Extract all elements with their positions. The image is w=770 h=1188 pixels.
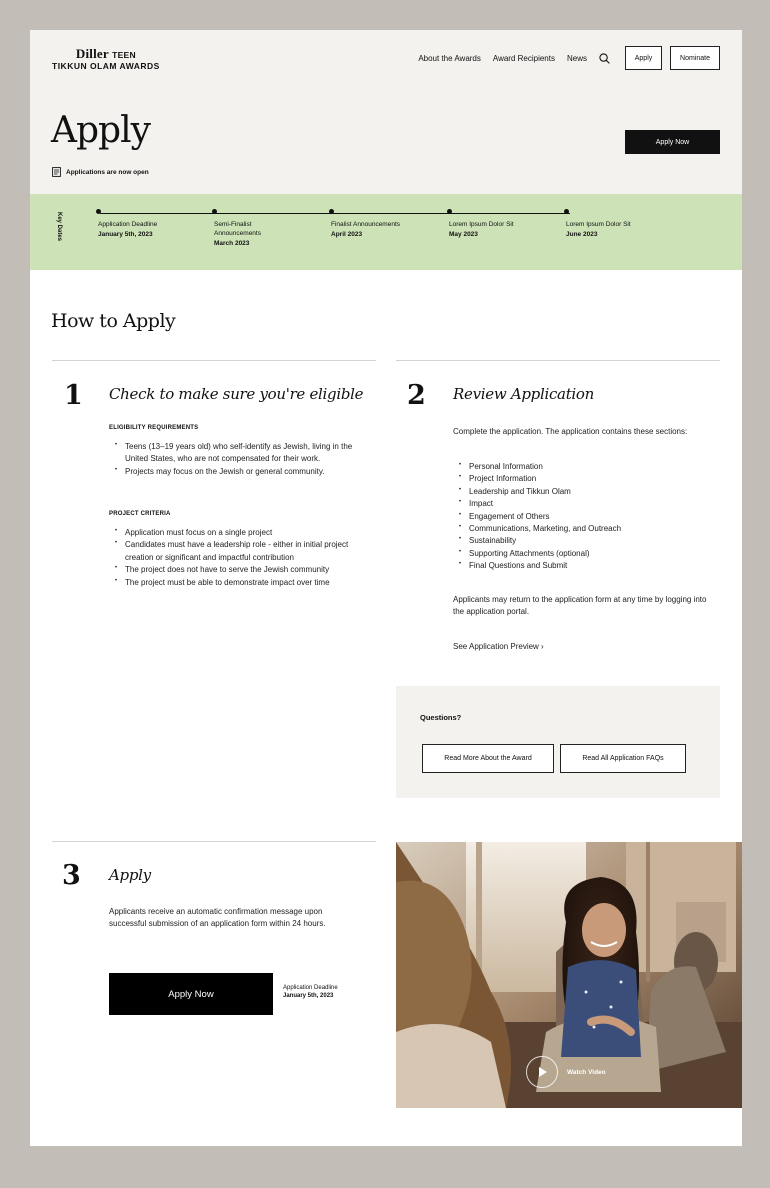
sections-list bbox=[459, 461, 709, 573]
timeline-dot bbox=[96, 209, 101, 214]
logo-name: Diller bbox=[75, 46, 109, 61]
step-title: Review Application bbox=[453, 385, 595, 403]
date-value: April 2023 bbox=[331, 230, 363, 238]
divider bbox=[52, 841, 376, 842]
date-value: May 2023 bbox=[449, 230, 478, 238]
date-value: June 2023 bbox=[566, 230, 598, 238]
page-title: Apply bbox=[51, 110, 150, 151]
list-item: • Supporting Attachments (optional) bbox=[459, 548, 709, 560]
watch-video-button[interactable] bbox=[526, 1056, 606, 1088]
list-item: • Engagement of Others bbox=[459, 511, 709, 523]
list-item: • Sustainability bbox=[459, 535, 709, 547]
nav-about[interactable]: About the Awards bbox=[418, 53, 481, 63]
list-item: • Impact bbox=[459, 498, 709, 510]
timeline-dot bbox=[564, 209, 569, 214]
deadline-info bbox=[283, 984, 338, 1001]
logo-subtitle: TIKKUN OLAM AWARDS bbox=[52, 61, 160, 71]
list-item: • Communications, Marketing, and Outreach bbox=[459, 523, 709, 535]
list-item: • Application must focus on a single project bbox=[115, 527, 370, 539]
timeline-dot bbox=[329, 209, 334, 214]
date-item bbox=[331, 209, 441, 238]
watch-video-label: Watch Video bbox=[567, 1068, 606, 1076]
step2-note: Applicants may return to the application form at any time by logging into the application portal. bbox=[453, 595, 707, 617]
step-title: Check to make sure you're eligible bbox=[109, 385, 364, 403]
timeline-dot bbox=[447, 209, 452, 214]
apply-now-button[interactable]: Apply Now bbox=[109, 973, 273, 1015]
nav-recipients[interactable]: Award Recipients bbox=[492, 53, 555, 63]
divider bbox=[52, 360, 376, 361]
list-item: • Project Information bbox=[459, 473, 709, 485]
criteria-list bbox=[115, 527, 370, 589]
date-item bbox=[449, 209, 559, 238]
criteria-heading: PROJECT CRITERIA bbox=[109, 511, 171, 517]
document-icon bbox=[52, 167, 61, 177]
list-item: • Final Questions and Submit bbox=[459, 560, 709, 572]
key-dates bbox=[30, 194, 742, 270]
logo[interactable] bbox=[52, 47, 160, 71]
step2-intro: Complete the application. The application contains these sections: bbox=[453, 427, 688, 436]
read-more-award-button[interactable]: Read More About the Award bbox=[422, 744, 554, 773]
deadline-date: January 5th, 2023 bbox=[283, 993, 334, 1000]
apply-now-button-top[interactable]: Apply Now bbox=[625, 130, 720, 154]
nominate-nav-button[interactable]: Nominate bbox=[670, 46, 720, 70]
date-label: Lorem Ipsum Dolor Sit bbox=[566, 221, 631, 228]
date-label: Lorem Ipsum Dolor Sit bbox=[449, 221, 514, 228]
date-item bbox=[98, 209, 208, 238]
date-value: January 5th, 2023 bbox=[98, 230, 153, 238]
apply-nav-button[interactable]: Apply bbox=[625, 46, 662, 70]
list-item: • The project must be able to demonstrate impact over time bbox=[115, 577, 370, 589]
step-number: 3 bbox=[62, 860, 81, 891]
status-badge bbox=[52, 167, 149, 177]
date-label: Finalist Announcements bbox=[331, 221, 401, 228]
list-item: • Teens (13–19 years old) who self-identify as Jewish, living in the United States, who are not compensated for their work. bbox=[115, 441, 370, 466]
questions-title: Questions? bbox=[420, 713, 462, 722]
step3-text: Applicants receive an automatic confirmation message upon successful submission of an application form within 24 hours. bbox=[109, 907, 326, 929]
nav-news[interactable]: News bbox=[566, 53, 587, 63]
list-item: • Leadership and Tikkun Olam bbox=[459, 486, 709, 498]
list-item: • Candidates must have a leadership role - either in initial project creation or significant and impactful contribution bbox=[115, 539, 370, 564]
main-nav bbox=[418, 46, 720, 70]
timeline-dot bbox=[212, 209, 217, 214]
video-thumbnail[interactable] bbox=[396, 842, 742, 1108]
date-label: Application Deadline bbox=[98, 221, 158, 228]
hero bbox=[30, 30, 742, 194]
logo-teen: TEEN bbox=[112, 50, 136, 60]
divider bbox=[396, 360, 720, 361]
date-label: Semi-Finalist Announcements bbox=[214, 221, 261, 237]
play-icon[interactable] bbox=[526, 1056, 558, 1088]
eligibility-heading: ELIGIBILITY REQUIREMENTS bbox=[109, 425, 199, 431]
step-number: 1 bbox=[64, 380, 83, 411]
application-preview-link[interactable]: See Application Preview › bbox=[453, 642, 544, 651]
date-value: March 2023 bbox=[214, 239, 250, 247]
page bbox=[30, 30, 742, 1146]
list-item: • The project does not have to serve the Jewish community bbox=[115, 564, 370, 576]
questions-box bbox=[396, 686, 720, 798]
list-item: • Personal Information bbox=[459, 461, 709, 473]
date-item bbox=[566, 209, 676, 238]
key-dates-label: Key Dates bbox=[56, 212, 62, 242]
step-title: Apply bbox=[109, 866, 151, 884]
read-faqs-button[interactable]: Read All Application FAQs bbox=[560, 744, 686, 773]
search-icon[interactable] bbox=[599, 51, 613, 65]
deadline-label: Application Deadline bbox=[283, 985, 338, 991]
list-item: • Projects may focus on the Jewish or general community. bbox=[115, 466, 370, 478]
eligibility-list bbox=[115, 441, 370, 478]
section-title: How to Apply bbox=[51, 310, 176, 332]
status-text: Applications are now open bbox=[66, 168, 149, 176]
step-number: 2 bbox=[407, 380, 426, 411]
date-item bbox=[214, 209, 284, 247]
